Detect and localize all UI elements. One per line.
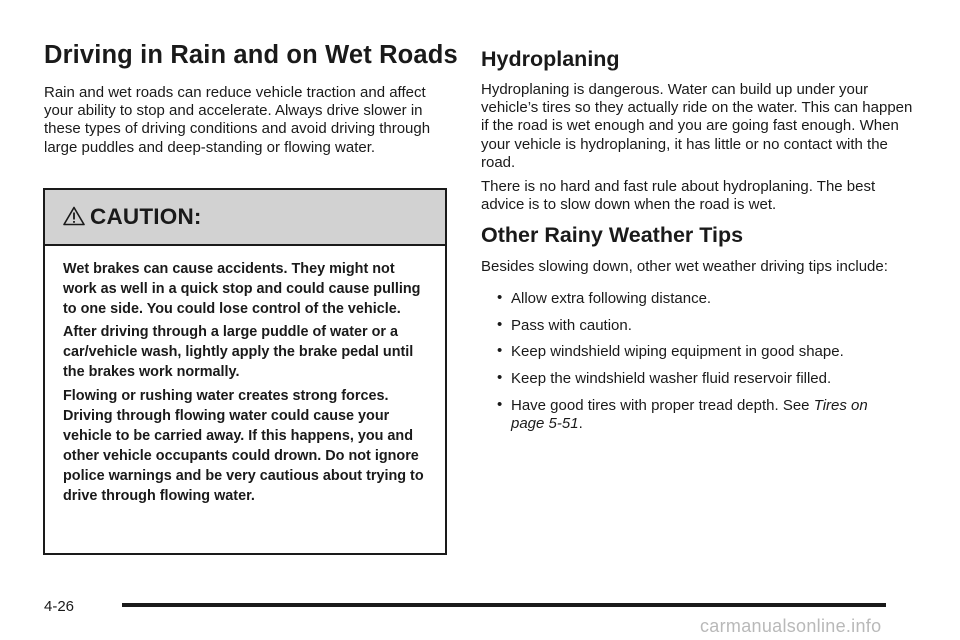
hydroplaning-paragraph: Hydroplaning is dangerous. Water can build up under your vehicle’s tires so they actually ride on the water. This can happen if the road is wet enough and you are going fast enough. When your vehicle is hydroplaning, it has little or no contact with the road. — [481, 81, 913, 171]
warning-triangle-icon — [63, 206, 85, 226]
section-title-rain: Driving in Rain and on Wet Roads — [44, 41, 458, 69]
list-item — [481, 317, 901, 335]
tips-list — [481, 290, 901, 441]
list-item — [481, 370, 901, 388]
caution-body — [45, 246, 445, 506]
list-item — [481, 343, 901, 361]
watermark: carmanualsonline.info — [700, 616, 882, 636]
tip-text: Keep the windshield washer fluid reservoir filled. — [511, 370, 832, 388]
tip-text: Pass with caution. — [511, 316, 632, 334]
bullet-icon: • — [497, 315, 503, 333]
bullet-icon: • — [497, 369, 503, 387]
tip-suffix: . — [578, 414, 583, 432]
tip-text: Have good tires with proper tread depth. See — [511, 396, 814, 414]
tip-text: Keep windshield wiping equipment in good shape. — [511, 343, 844, 361]
list-item — [481, 290, 901, 308]
hydroplaning-advice-paragraph: There is no hard and fast rule about hydroplaning. The best advice is to slow down when the road is wet. — [481, 178, 876, 214]
footer-rule — [122, 603, 886, 607]
caution-title: CAUTION: — [90, 204, 202, 229]
bullet-icon: • — [497, 289, 503, 306]
section-title-hydroplaning: Hydroplaning — [481, 47, 620, 71]
tips-intro-paragraph: Besides slowing down, other wet weather driving tips include: — [481, 258, 888, 275]
cross-reference-link[interactable]: Tires on page 5-51 — [511, 396, 868, 432]
caution-paragraph: Flowing or rushing water creates strong forces. Driving through flowing water could cause your vehicle to be carried away. If this happens, you and other vehicle occupants could drown. Do not ignore police warnings and be very cautious about trying to drive through flowing water. — [63, 387, 424, 505]
tip-text: Allow extra following distance. — [511, 290, 712, 307]
list-item — [481, 397, 901, 433]
bullet-icon: • — [497, 342, 503, 360]
section-title-rainy-tips: Other Rainy Weather Tips — [481, 223, 744, 247]
rain-intro-paragraph: Rain and wet roads can reduce vehicle traction and affect your ability to stop and accelerate. Always drive slower in these types of driving conditions and avoid driving through large puddles and deep-standing or flowing water. — [44, 84, 431, 156]
caution-header — [45, 190, 445, 246]
caution-paragraph: Wet brakes can cause accidents. They might not work as well in a quick stop and could cause pulling to one side. You could lose control of the vehicle. — [63, 261, 421, 318]
bullet-icon: • — [497, 395, 503, 413]
page-number: 4-26 — [44, 598, 75, 615]
caution-box — [43, 188, 447, 555]
caution-paragraph: After driving through a large puddle of water or a car/vehicle wash, lightly apply the brake pedal until the brakes work normally. — [63, 324, 414, 381]
